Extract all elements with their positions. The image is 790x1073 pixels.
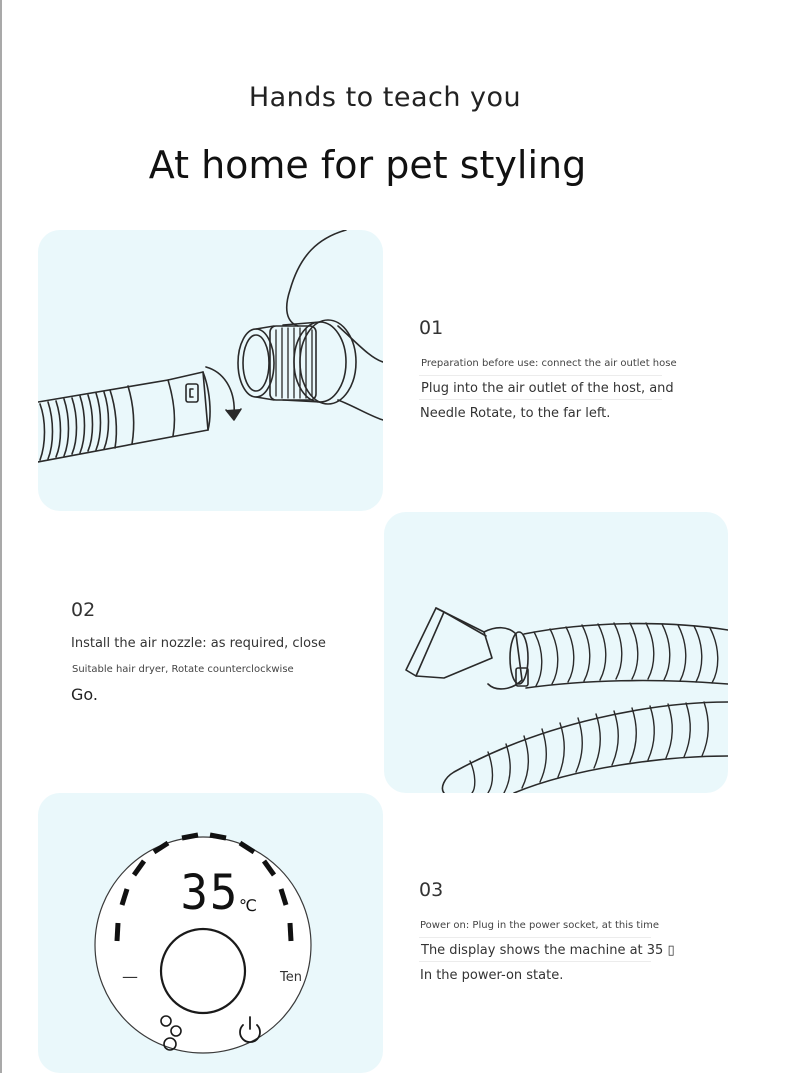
step-1-number: 01: [419, 317, 444, 339]
page-headline: At home for pet styling: [148, 143, 587, 187]
step-2-line-3: Go.: [71, 685, 98, 704]
temperature-unit: ℃: [239, 896, 257, 915]
divider: [419, 375, 662, 376]
step-2-line-2: Suitable hair dryer, Rotate counterclockwise: [72, 664, 294, 675]
level-label: Ten: [280, 970, 302, 985]
step-1-line-1: Preparation before use: connect the air outlet hose: [421, 358, 677, 369]
page-kicker: Hands to teach you: [248, 82, 522, 113]
control-panel-drawing: [38, 793, 383, 1073]
step-3-illustration: [38, 793, 383, 1073]
divider: [419, 961, 651, 962]
step-1-illustration: [38, 230, 383, 511]
divider: [419, 937, 651, 938]
nozzle-hose-drawing: [384, 512, 728, 793]
hose-connect-drawing: [38, 230, 383, 511]
step-1-line-2: Plug into the air outlet of the host, and: [421, 381, 674, 396]
step-2-line-1: Install the air nozzle: as required, close: [71, 636, 326, 651]
step-3-line-2: The display shows the machine at 35 ▯: [421, 943, 675, 958]
minus-label: —: [122, 967, 138, 986]
step-2-number: 02: [71, 599, 96, 621]
step-1-line-3: Needle Rotate, to the far left.: [420, 406, 611, 421]
divider: [419, 399, 662, 400]
step-2-illustration: [384, 512, 728, 793]
temperature-readout: 35: [180, 865, 240, 921]
step-3-line-1: Power on: Plug in the power socket, at this time: [420, 920, 659, 931]
step-3-line-3: In the power-on state.: [420, 968, 564, 983]
step-3-number: 03: [419, 879, 444, 901]
